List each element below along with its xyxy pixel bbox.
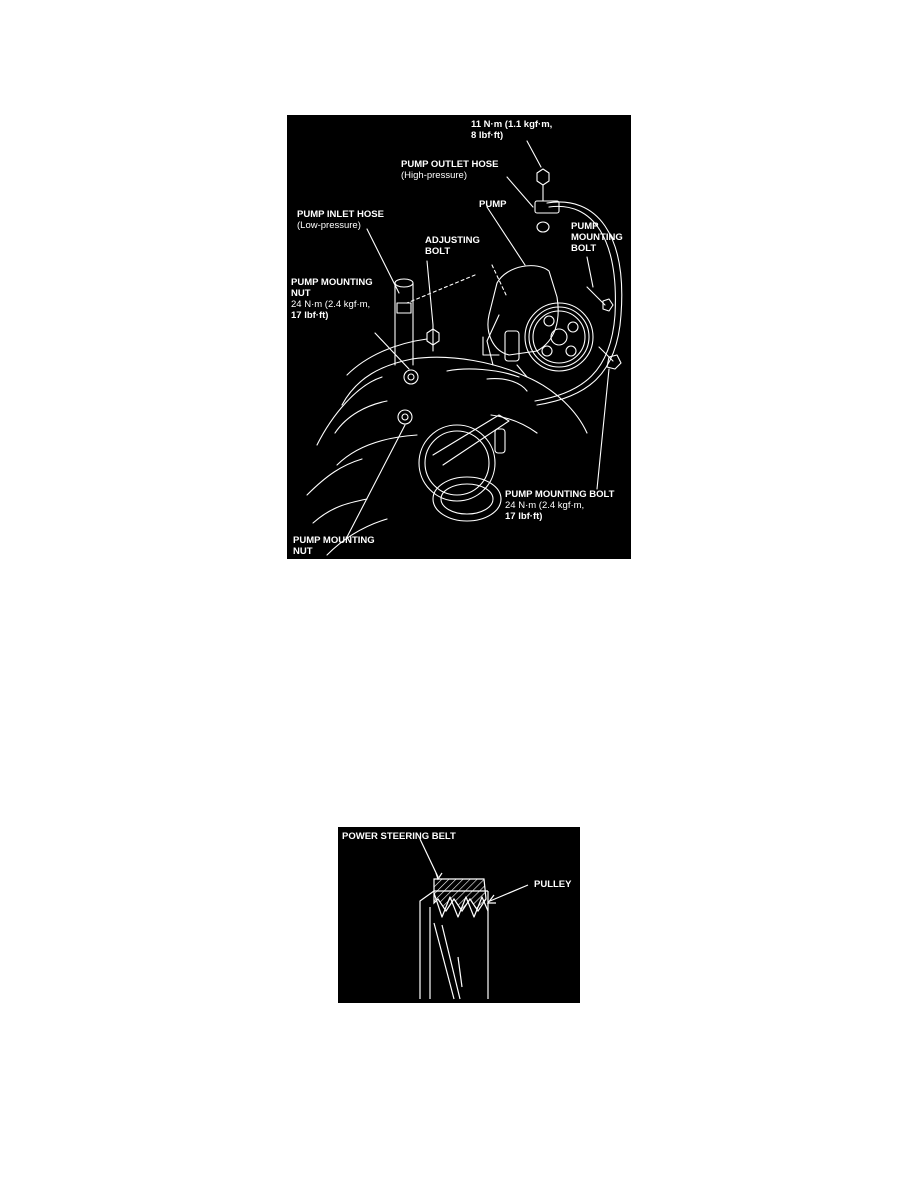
outlet-bolt-torque-line-1: 11 N·m (1.1 kgf·m, xyxy=(471,119,553,130)
adjusting-bolt-line-1: ADJUSTING xyxy=(425,235,480,246)
mounting-nut-bottom-label xyxy=(293,535,375,557)
outlet-hose-label xyxy=(401,159,498,181)
belt-pulley-detail xyxy=(338,827,580,1003)
outlet-bolt-torque-label xyxy=(471,119,552,141)
mounting-nut-bottom-line-2: NUT xyxy=(293,546,313,557)
outlet-hose-line-1: PUMP OUTLET HOSE xyxy=(401,159,499,170)
inlet-hose-line-2: (Low-pressure) xyxy=(297,220,361,231)
mounting-nut-top-line-1: PUMP MOUNTING xyxy=(291,277,373,288)
mounting-bolt-top-line-2: MOUNTING xyxy=(571,232,623,243)
mounting-bolt-top-line-1: PUMP xyxy=(571,221,599,232)
power-steering-belt-text: POWER STEERING BELT xyxy=(342,831,456,842)
mounting-bolt-bottom-label xyxy=(505,489,614,522)
pulley-text: PULLEY xyxy=(534,879,572,890)
power-steering-belt-label xyxy=(342,831,456,842)
outlet-hose-line-2: (High-pressure) xyxy=(401,170,467,181)
pump-removal-illustration xyxy=(287,115,631,559)
belt-pulley-line-art xyxy=(338,827,580,1003)
pulley-label xyxy=(534,879,571,890)
mounting-bolt-bottom-line-3: 17 lbf·ft) xyxy=(505,511,543,522)
inlet-hose-label xyxy=(297,209,384,231)
mounting-nut-bottom-line-1: PUMP MOUNTING xyxy=(293,535,375,546)
adjusting-bolt-line-2: BOLT xyxy=(425,246,451,257)
inlet-hose-line-1: PUMP INLET HOSE xyxy=(297,209,384,220)
mounting-nut-top-line-2: NUT xyxy=(291,288,311,299)
adjusting-bolt-label xyxy=(425,235,480,257)
mounting-nut-top-line-4: 17 lbf·ft) xyxy=(291,310,329,321)
mounting-bolt-bottom-line-1: PUMP MOUNTING BOLT xyxy=(505,489,615,500)
outlet-bolt-torque-line-2: 8 lbf·ft) xyxy=(471,130,504,141)
mounting-nut-top-line-3: 24 N·m (2.4 kgf·m, xyxy=(291,299,371,310)
mounting-bolt-top-label xyxy=(571,221,623,254)
mounting-bolt-top-line-3: BOLT xyxy=(571,243,597,254)
mounting-nut-top-label xyxy=(291,277,373,321)
pump-line-1: PUMP xyxy=(479,199,507,210)
pump-label xyxy=(479,199,506,210)
mounting-bolt-bottom-line-2: 24 N·m (2.4 kgf·m, xyxy=(505,500,585,511)
